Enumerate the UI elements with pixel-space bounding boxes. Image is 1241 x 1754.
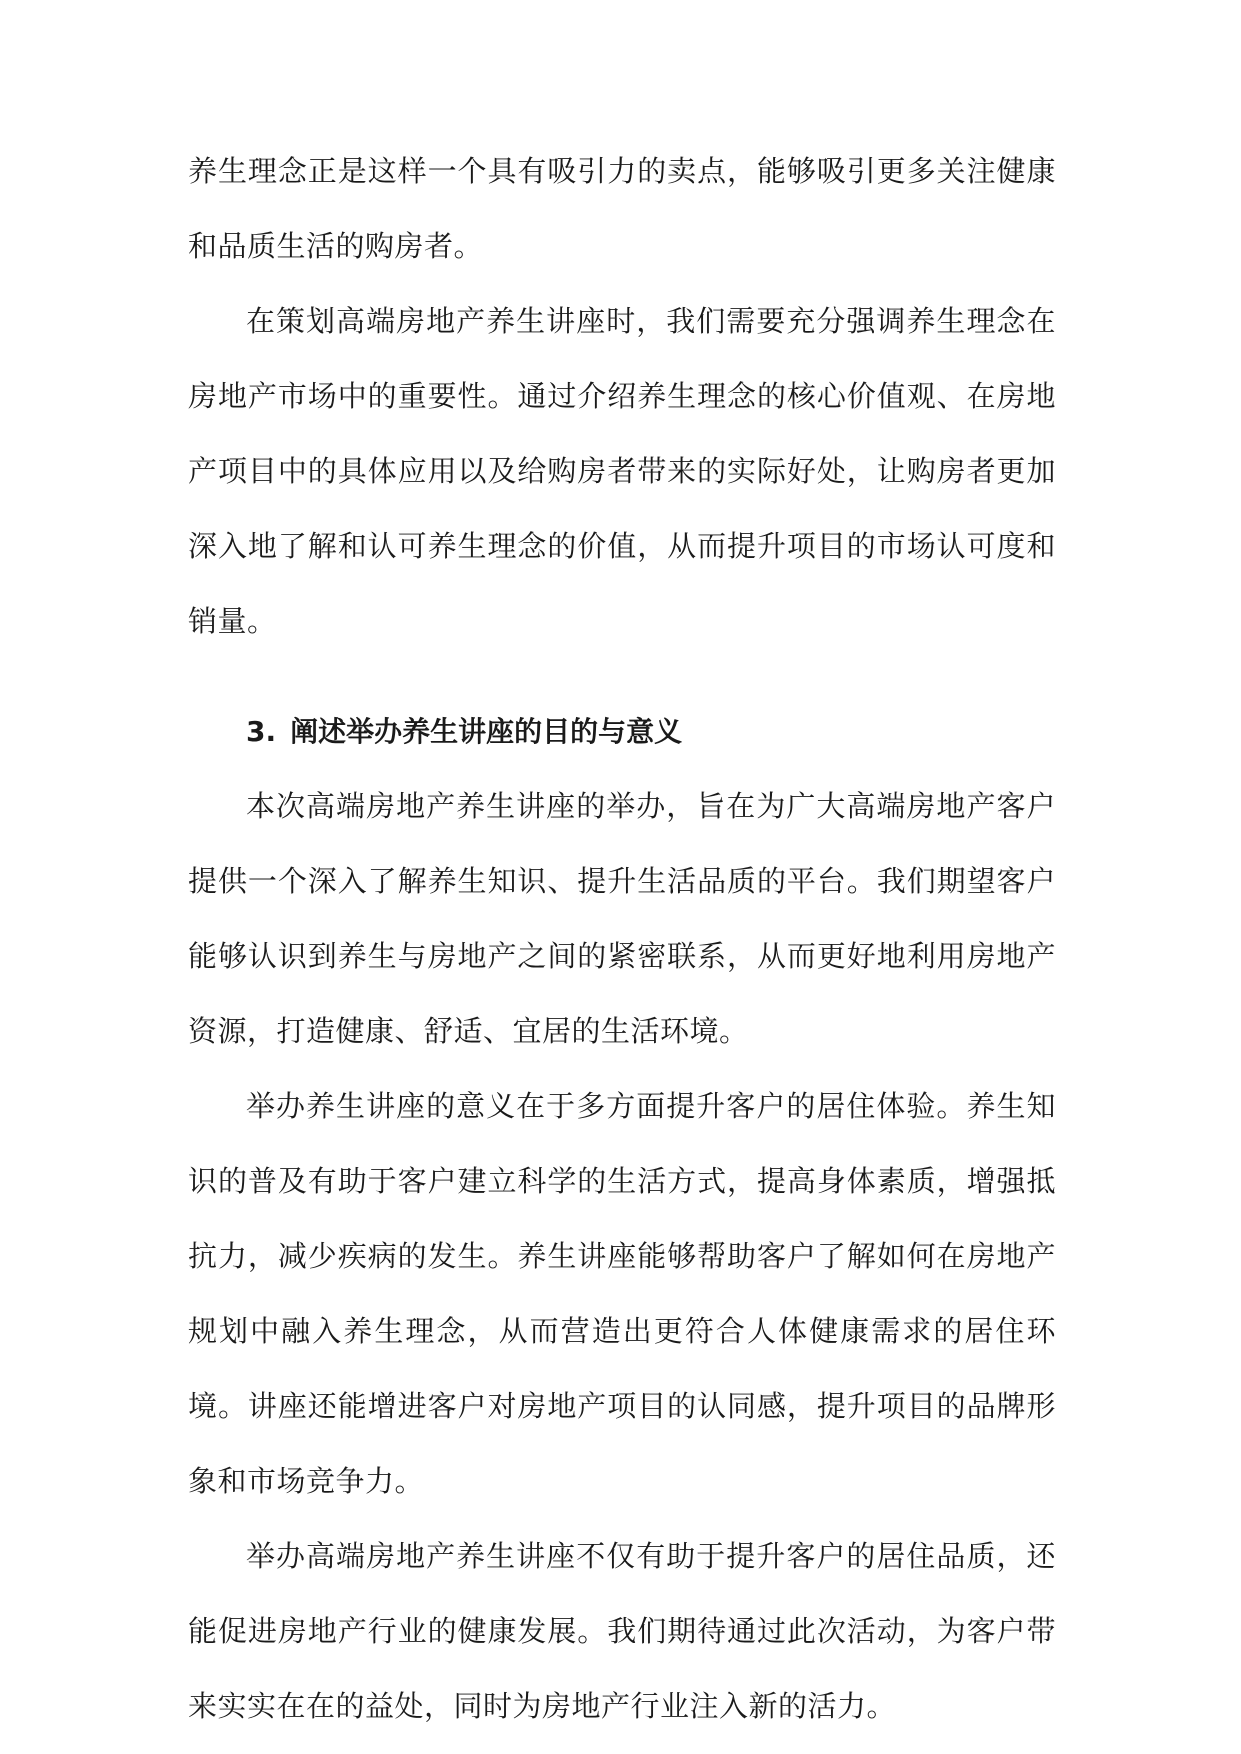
paragraph-2: 在策划高端房地产养生讲座时，我们需要充分强调养生理念在房地产市场中的重要性。通过介绍养生理念的核心价值观、在房地产项目中的具体应用以及给购房者带来的实际好处，让购房者更加深入地了解和认可养生理念的价值，从而提升项目的市场认可度和销量。 [188,304,1056,638]
section-number: 3. [246,715,277,748]
paragraph-3: 本次高端房地产养生讲座的举办，旨在为广大高端房地产客户提供一个深入了解养生知识、提升生活品质的平台。我们期望客户能够认识到养生与房地产之间的紧密联系，从而更好地利用房地产资源，打造健康、舒适、宜居的生活环境。 [188,789,1056,1048]
document-body [188,134,1056,1744]
section-title: 阐述举办养生讲座的目的与意义 [290,715,683,748]
paragraph-1: 养生理念正是这样一个具有吸引力的卖点，能够吸引更多关注健康和品质生活的购房者。 [188,154,1056,263]
paragraph-5: 举办高端房地产养生讲座不仅有助于提升客户的居住品质，还能促进房地产行业的健康发展。我们期待通过此次活动，为客户带来实实在在的益处，同时为房地产行业注入新的活力。 [188,1539,1056,1723]
paragraph-4: 举办养生讲座的意义在于多方面提升客户的居住体验。养生知识的普及有助于客户建立科学的生活方式，提高身体素质，增强抵抗力，减少疾病的发生。养生讲座能够帮助客户了解如何在房地产规划中融入养生理念，从而营造出更符合人体健康需求的居住环境。讲座还能增进客户对房地产项目的认同感，提升项目的品牌形象和市场竞争力。 [188,1089,1056,1498]
section-heading [188,694,1056,769]
